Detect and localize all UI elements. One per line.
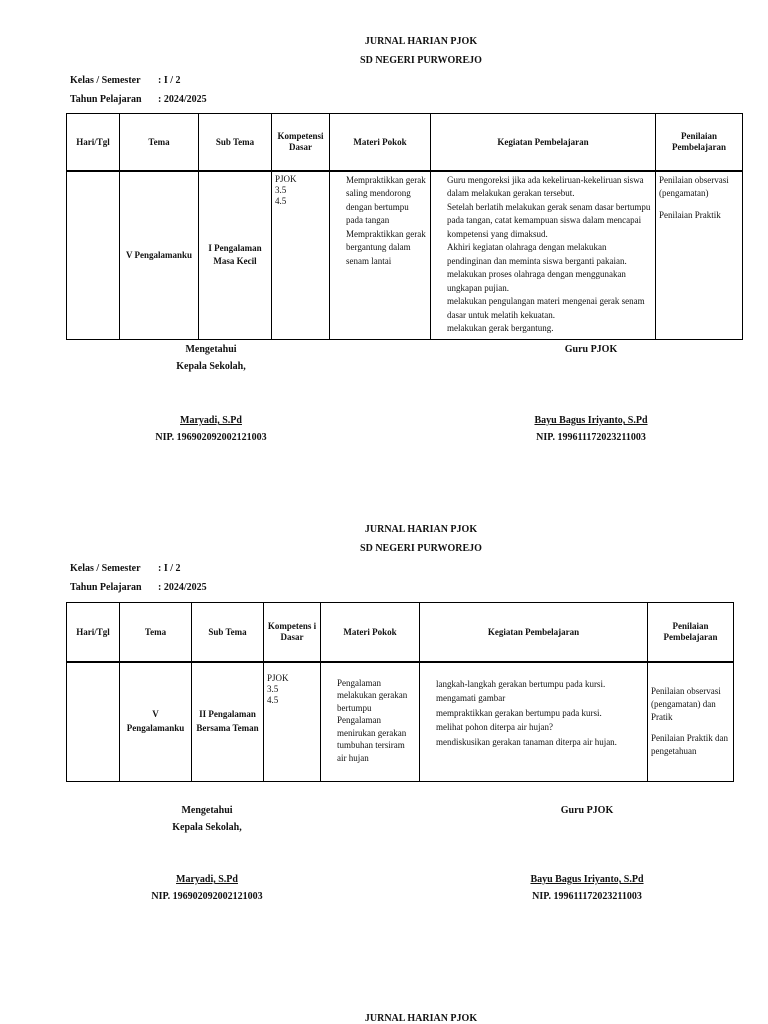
- kepala-sekolah-nip: NIP. 196902092002121003: [155, 432, 267, 443]
- col-hari: Hari/Tgl: [67, 603, 120, 662]
- penilaian-line: Penilaian observasi (pengamatan) dan Pratik: [651, 686, 721, 723]
- kegiatan-line: langkah-langkah gerakan bertumpu pada kursi.: [436, 678, 606, 689]
- kegiatan-line: Setelah berlatih melakukan gerak senam dasar bertumpu pada tangan, catat kemampuan siswa dalam mencapai kompetensi yang dimaksud.: [447, 201, 651, 239]
- tema-cell: V Pengalamanku: [120, 171, 199, 340]
- kepala-sekolah-label: Kepala Sekolah,: [176, 361, 246, 372]
- kd-line: PJOK: [267, 672, 289, 683]
- kd-cell: [272, 171, 330, 340]
- hari-cell: [67, 171, 120, 340]
- tahun-label: Tahun Pelajaran: [70, 94, 142, 105]
- school-name: SD NEGERI PURWOREJO: [360, 543, 482, 554]
- signature-left: [126, 805, 288, 902]
- penilaian-cell: [648, 662, 734, 782]
- signature-right: [500, 344, 682, 443]
- kegiatan-line: melakukan gerak bergantung.: [447, 323, 554, 333]
- mengetahui-label: Mengetahui: [181, 805, 233, 816]
- guru-label: Guru PJOK: [560, 805, 614, 816]
- tahun-value: : 2024/2025: [158, 94, 207, 105]
- kegiatan-cell: [420, 662, 648, 782]
- kd-line: 3.5: [267, 683, 279, 694]
- col-penilaian: Penilaian Pembelajaran: [648, 603, 734, 662]
- penilaian-line: Penilaian Praktik: [659, 209, 721, 220]
- subtema-cell: II Pengalaman Bersama Teman: [192, 662, 264, 782]
- kegiatan-line: melihat pohon diterpa air hujan?: [436, 722, 553, 732]
- kepala-sekolah-label: Kepala Sekolah,: [172, 822, 242, 833]
- col-subtema: Sub Tema: [199, 114, 272, 171]
- tema-cell: V Pengalamanku: [120, 662, 192, 782]
- kd-line: 4.5: [267, 694, 279, 705]
- materi-cell: [330, 171, 431, 340]
- kegiatan-line: Akhiri kegiatan olahraga dengan melakukan pendinginan dan meminta siswa berganti pakaian.: [447, 242, 627, 266]
- penilaian-line: Penilaian Praktik dan pengetahuan: [651, 733, 728, 757]
- guru-name: Bayu Bagus Iriyanto, S.Pd: [534, 415, 648, 426]
- col-penilaian: Penilaian Pembelajaran: [656, 114, 743, 171]
- kegiatan-line: melakukan proses olahraga dengan menggunakan ungkapan pujian.: [447, 269, 626, 293]
- signature-left: [130, 344, 292, 443]
- kd-line: 4.5: [275, 195, 287, 206]
- kegiatan-line: mempraktikkan gerakan bertumpu pada kursi.: [436, 707, 602, 718]
- tahun-label: Tahun Pelajaran: [70, 582, 142, 593]
- tahun-row: [70, 94, 207, 105]
- col-kompetensi: Kompetensi Dasar: [272, 114, 330, 171]
- materi-cell: [321, 662, 420, 782]
- guru-nip: NIP. 199611172023211003: [536, 432, 646, 443]
- guru-label: Guru PJOK: [564, 344, 618, 355]
- kegiatan-cell: [431, 171, 656, 340]
- school-name: SD NEGERI PURWOREJO: [360, 55, 482, 66]
- journal-title: JURNAL HARIAN PJOK: [364, 1013, 478, 1024]
- table-row: [67, 662, 734, 782]
- table-header-row: [67, 114, 743, 171]
- kelas-value: : I / 2: [158, 563, 181, 574]
- kegiatan-line: melakukan pengulangan materi mengenai gerak senam dasar untuk melatih kekuatan.: [447, 296, 645, 320]
- kelas-label: Kelas / Semester: [70, 75, 141, 86]
- materi-line: Mempraktikkan gerak saling mendorong dengan bertumpu pada tangan: [346, 174, 426, 225]
- penilaian-line: Penilaian observasi (pengamatan): [659, 174, 729, 198]
- tahun-row: [70, 582, 207, 593]
- penilaian-cell: [656, 171, 743, 340]
- subtema-cell: I Pengalaman Masa Kecil: [199, 171, 272, 340]
- col-hari: Hari/Tgl: [67, 114, 120, 171]
- materi-line: Pengalaman melakukan gerakan bertumpu: [337, 677, 408, 713]
- col-tema: Tema: [120, 603, 192, 662]
- col-subtema: Sub Tema: [192, 603, 264, 662]
- kelas-label: Kelas / Semester: [70, 563, 141, 574]
- col-kegiatan: Kegiatan Pembelajaran: [431, 114, 656, 171]
- table-row: [67, 171, 743, 340]
- hari-cell: [67, 662, 120, 782]
- journal-table: [66, 113, 743, 340]
- journal-title: JURNAL HARIAN PJOK: [364, 524, 478, 535]
- kelas-value: : I / 2: [158, 75, 181, 86]
- kepala-sekolah-nip: NIP. 196902092002121003: [151, 891, 263, 902]
- col-tema: Tema: [120, 114, 199, 171]
- col-kompetensi: Kompetens i Dasar: [264, 603, 321, 662]
- guru-name: Bayu Bagus Iriyanto, S.Pd: [530, 874, 644, 885]
- kelas-row: [70, 563, 181, 574]
- signature-right: [496, 805, 678, 902]
- kegiatan-line: mendiskusikan gerakan tanaman diterpa air hujan.: [436, 736, 617, 747]
- kelas-row: [70, 75, 181, 86]
- col-kegiatan: Kegiatan Pembelajaran: [420, 603, 648, 662]
- kd-cell: [264, 662, 321, 782]
- table-header-row: [67, 603, 734, 662]
- col-materi: Materi Pokok: [330, 114, 431, 171]
- guru-nip: NIP. 199611172023211003: [532, 891, 642, 902]
- materi-line: Mempraktikkan gerak bergantung dalam senam lantai: [346, 228, 426, 266]
- tahun-value: : 2024/2025: [158, 582, 207, 593]
- journal-table: [66, 602, 734, 782]
- kepala-sekolah-name: Maryadi, S.Pd: [176, 874, 238, 885]
- kd-line: PJOK: [275, 173, 297, 184]
- materi-line: Pengalaman menirukan gerakan tumbuhan tersiram air hujan: [337, 715, 407, 763]
- mengetahui-label: Mengetahui: [185, 344, 237, 355]
- kegiatan-line: mengamati gambar: [436, 693, 506, 703]
- kegiatan-line: Guru mengoreksi jika ada kekeliruan-kekeliruan siswa dalam melakukan gerakan tersebut.: [447, 174, 644, 198]
- journal-title: JURNAL HARIAN PJOK: [364, 36, 478, 47]
- col-materi: Materi Pokok: [321, 603, 420, 662]
- kepala-sekolah-name: Maryadi, S.Pd: [180, 415, 242, 426]
- kd-line: 3.5: [275, 184, 287, 195]
